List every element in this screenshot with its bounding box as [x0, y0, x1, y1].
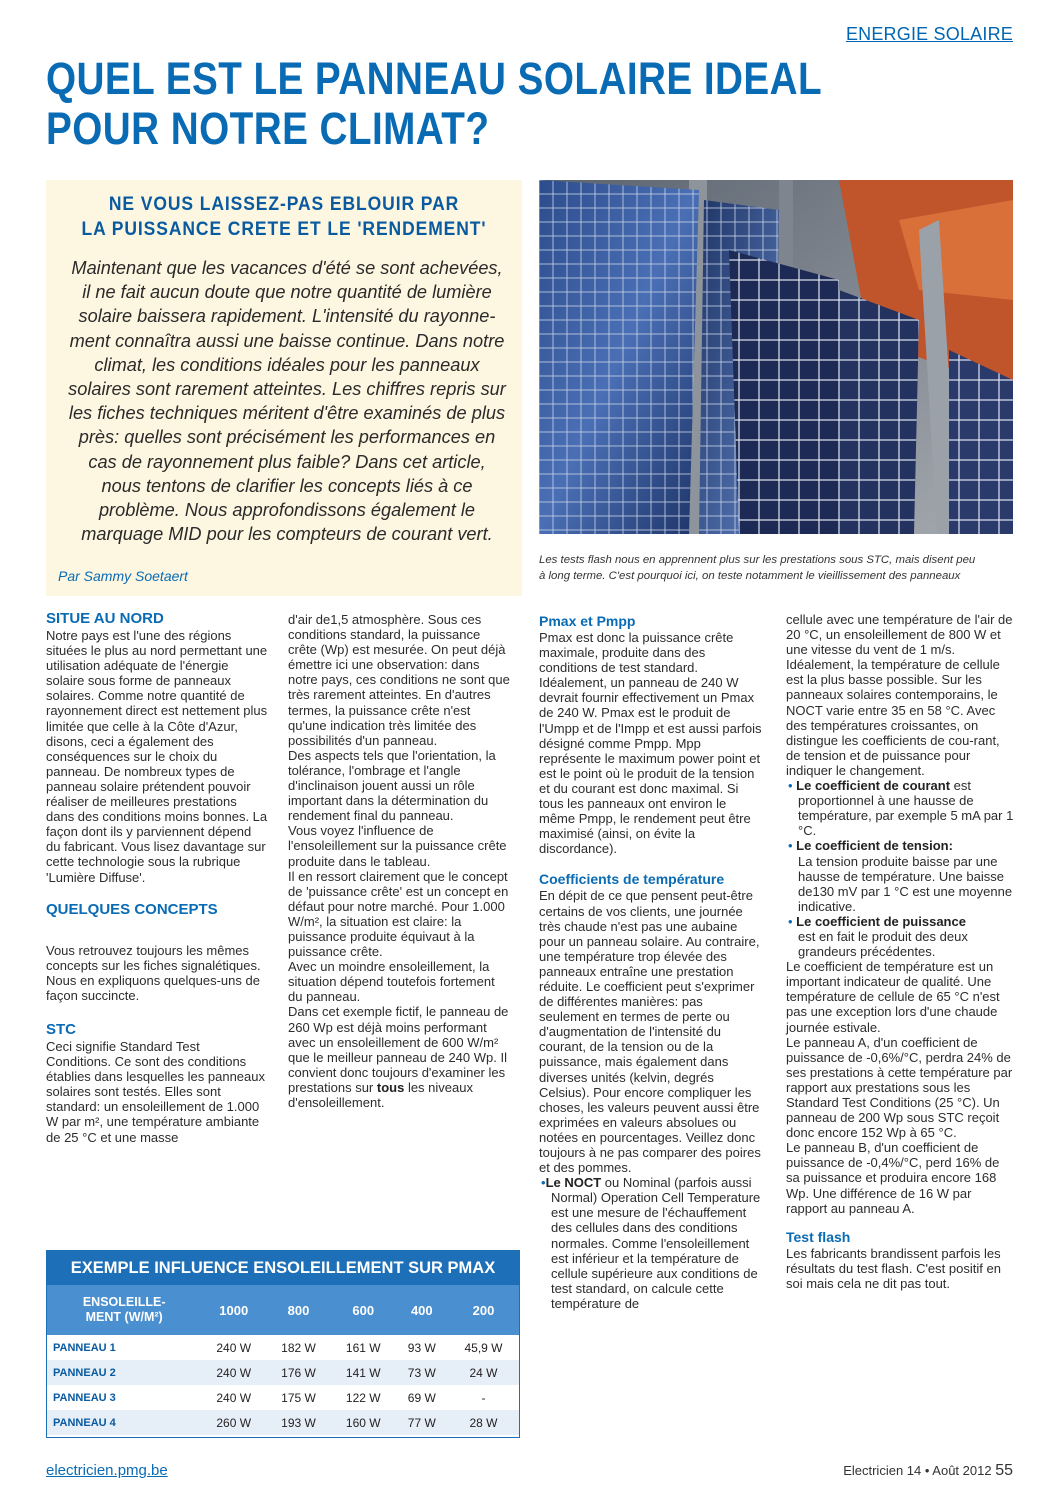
table-cell: 45,9 W: [448, 1335, 519, 1360]
table-cell: 160 W: [331, 1410, 396, 1435]
table-cell: 24 W: [448, 1360, 519, 1385]
column-header: 400: [396, 1285, 448, 1335]
table-cell: 240 W: [201, 1385, 266, 1410]
intro-title-line-2: LA PUISSANCE CRETE ET LE 'RENDEMENT': [81, 219, 487, 240]
column-header: 600: [331, 1285, 396, 1335]
bold-text: Le coefficient de tension:: [796, 838, 953, 854]
bullet-coefficient-courant: [786, 778, 1016, 838]
column-header: 1000: [201, 1285, 266, 1335]
pmax-table: [46, 1250, 520, 1438]
subheading-stc: STC: [46, 1020, 76, 1038]
intro-title-line-1: NE VOUS LAISSEZ-PAS EBLOUIR PAR: [108, 194, 460, 215]
table-cell: 69 W: [396, 1385, 448, 1410]
subheading-coefficients: Coefficients de température: [539, 871, 725, 888]
intro-line: climat, les conditions idéales pour les panneaux: [94, 354, 480, 375]
table-cell: 77 W: [396, 1410, 448, 1435]
subheading-situe-au-nord: SITUE AU NORD: [46, 610, 164, 627]
footer-url-link[interactable]: electricien.pmg.be: [46, 1462, 168, 1479]
paragraph: Vous voyez l'influence de l'ensoleillement sur la puissance crête produite dans le tableau.: [288, 823, 507, 869]
paragraph: [288, 1004, 510, 1110]
subheading-pmax: Pmax et Pmpp: [539, 613, 636, 629]
table-cell: 260 W: [201, 1410, 266, 1435]
intro-line: cas de rayonnement plus faible? Dans cet article,: [88, 451, 486, 472]
intro-line: près: quelles sont précisément les performances en: [78, 427, 496, 448]
table-row: [47, 1360, 519, 1385]
table-title: EXEMPLE INFLUENCE ENSOLEILLEMENT SUR PMAX: [47, 1251, 519, 1285]
paragraph: Le panneau A, d'un coefficient de puissance de -0,6%/°C, perdra 24% de ses prestations à cette température par rapport aux prestations sous les Standard Test Conditions (25 °C). Un panneau de 200 Wp sous STC reçoit donc encore 152 Wp à 65 °C.: [786, 1034, 1013, 1141]
paragraph: En dépit de ce que pensent peut-être certains de vos clients, une journée très chaude n'est pas une aubaine pour un panneau solaire. Au contraire, une température trop élevée des panneaux entraîne une prestation réduite. Le coefficient peut s'exprimer de différentes manières: pas seulement en termes de perte ou d'augmentation de l'intensité du courant, de la tension ou de la puissance, mais également dans diverses unités (kelvin, degrés Celsius). Pour encore compliquer les choses, les valeurs peuvent aussi être exprimées en valeurs absolues ou notées en pourcentages. Veillez donc toujours à ne pas comparer des poires et des pommes.: [539, 888, 761, 1176]
column-2: [288, 612, 510, 1110]
table-header-row: [47, 1285, 519, 1335]
title-line-2: POUR NOTRE CLIMAT?: [46, 103, 490, 154]
column-1: [46, 610, 268, 1145]
paragraph: La tension produite baisse par une hausse de température. Une baisse de130 mV par 1 °C est une moyenne indicative.: [798, 853, 1013, 914]
column-3: [539, 612, 765, 1311]
column-4: [786, 612, 1016, 1291]
table-cell: -: [448, 1385, 519, 1410]
caption-line-2: à long terme. C'est pourquoi ici, on teste notamment le vieillissement des panneaux: [539, 570, 961, 582]
table-cell: 175 W: [266, 1385, 331, 1410]
intro-line: ment connaîtra aussi une baisse continue. Dans notre: [69, 330, 505, 351]
page-number: 55: [995, 1462, 1013, 1479]
table-cell: 182 W: [266, 1335, 331, 1360]
paragraph: Notre pays est l'une des régions situées le plus au nord permettant une utilisation adéquate de l'énergie solaire sous forme de panneaux solaires. Comme notre quantité de rayonnement direct est nettement plus limitée que celle à la Côte d'Azur, disons, ceci a également des conséquences sur le choix du panneau. De nombreux types de panneau solaire prétendent pouvoir réaliser de meilleures prestations dans des conditions moins bonnes. La façon dont ils y parviennent dépend du fabricant. Vous lisez davantage sur cette technologie sous la rubrique 'Lumière Diffuse'.: [46, 628, 268, 885]
text-span: Dans cet exemple fictif, le panneau de 260 Wp est déjà moins performant avec un ensoleillement de 600 W/m² que le meilleur panneau de 240 Wp. Il convient donc toujours d'examiner les prestations sur: [288, 1004, 509, 1095]
bullet-icon: •: [788, 913, 797, 929]
intro-line: solaires sont rarement atteintes. Les chiffres repris sur: [68, 379, 506, 400]
paragraph: est en fait le produit des deux grandeurs précédentes.: [798, 928, 968, 960]
text-span: les niveaux d'ensoleillement.: [288, 1079, 473, 1110]
column-header: 800: [266, 1285, 331, 1335]
intro-line: Maintenant que les vacances d'été se sont achevées,: [71, 258, 503, 278]
data-table: [47, 1285, 519, 1435]
paragraph: d'air de1,5 atmosphère. Sous ces conditions standard, la puissance crête (Wp) est mesurée. On peut déjà émettre ici une observation: dans notre pays, ces conditions ne sont que très rarement atteintes. En d'autres termes, la puissance crête n'est qu'une indication très limitée des possibilités d'un panneau.: [288, 612, 510, 748]
bullet-icon: •: [788, 778, 797, 794]
paragraph: Des aspects tels que l'orientation, la tolérance, l'ombrage et l'angle d'inclinaison jouent aussi un rôle important dans la détermination du rendement final du panneau.: [288, 747, 496, 824]
intro-text: [58, 256, 516, 546]
table-cell: 240 W: [201, 1360, 266, 1385]
bold-text: tous: [376, 1079, 405, 1095]
intro-line: marquage MID pour les compteurs de courant vert.: [81, 524, 493, 545]
row-label: PANNEAU 1: [47, 1335, 201, 1360]
photo-caption: [539, 552, 1013, 584]
paragraph: Pmax est donc la puissance crête maximale, produite dans des conditions de test standard. Idéalement, un panneau de 240 W devrait fournir effectivement un Pmax de 240 W. Pmax est le produit de l'Umpp et de l'Impp et est aussi parfois désigné comme Pmpp. Mpp représente le maximum power point et est le point où le produit de la tension et du courant est donc maximal. Si tous les panneaux ont environ le même Pmpp, le rendement peut être maximisé (ainsi, on évite la discordance).: [539, 630, 762, 857]
paragraph: Le panneau B, d'un coefficient de puissance de -0,4%/°C, perd 16% de sa puissance et produira encore 168 Wp. Une différence de 16 W par rapport au panneau A.: [786, 1140, 1000, 1216]
text-span: ou Nominal (parfois aussi Normal) Operation Cell Temperature est une mesure de l'échauffement des cellules dans des conditions normales. Comme l'ensoleillement est inférieur et la température de cellule supérieure aux conditions de test standard, on calcule cette température de: [551, 1175, 761, 1311]
paragraph: cellule avec une température de l'air de 20 °C, un ensoleillement de 800 W et une vitesse du vent de 1 m/s. Idéalement, la température de cellule est la plus basse possible. Sur les panneaux solaires contemporains, le NOCT varie entre 35 en 58 °C. Avec des températures croissantes, on distingue les coefficients de cou-rant, de tension et de puissance pour indiquer le changement.: [786, 612, 1013, 778]
table-row: [47, 1335, 519, 1360]
intro-line: les fiches techniques méritent d'être examinés de plus: [68, 403, 506, 424]
table-cell: 93 W: [396, 1335, 448, 1360]
intro-line: nous tentons de clarifier les concepts liés à ce: [101, 475, 473, 496]
caption-line-1: Les tests flash nous en apprennent plus sur les prestations sous STC, mais disent peu: [539, 554, 976, 566]
intro-line: il ne fait aucun doute que notre quantité de lumière: [82, 282, 492, 303]
paragraph: Avec un moindre ensoleillement, la situation dépend toutefois fortement du panneau.: [288, 959, 495, 1005]
bullet-noct: [539, 1175, 765, 1311]
table-cell: 141 W: [331, 1360, 396, 1385]
table-row: [47, 1385, 519, 1410]
text-span: est proportionnel à une hausse de température, par exemple 5 mA par 1 °C.: [798, 778, 1014, 839]
page-title: [46, 54, 889, 154]
subheading-test-flash: Test flash: [786, 1228, 851, 1245]
solar-panels-photo: [539, 180, 1013, 534]
subheading-quelques-concepts: QUELQUES CONCEPTS: [46, 900, 218, 918]
table-cell: 28 W: [448, 1410, 519, 1435]
row-label: PANNEAU 2: [47, 1360, 201, 1385]
paragraph: Les fabricants brandissent parfois les résultats du test flash. C'est positif en soi mais cela ne dit pas tout.: [786, 1245, 1001, 1291]
footer-issue: [843, 1462, 1013, 1480]
corner-header: [47, 1285, 201, 1335]
column-header: 200: [448, 1285, 519, 1335]
intro-title: [65, 192, 503, 242]
table-cell: 122 W: [331, 1385, 396, 1410]
intro-line: solaire baissera rapidement. L'intensité du rayonne-: [78, 306, 496, 327]
byline: Par Sammy Soetaert: [58, 568, 188, 584]
corner-line-2: MENT (W/M²): [85, 1310, 163, 1324]
paragraph: Ceci signifie Standard Test Conditions. Ce sont des conditions établies dans lesquelles les panneaux solaires sont testés. Elles sont standard: un ensoleillement de 1.000 W par m², une température ambiante de 25 °C et une masse: [46, 1038, 265, 1145]
table-cell: 193 W: [266, 1410, 331, 1435]
bold-text: Le NOCT: [545, 1175, 602, 1191]
title-line-1: QUEL EST LE PANNEAU SOLAIRE IDEAL: [46, 53, 823, 104]
paragraph: Le coefficient de température est un important indicateur de qualité. Une température de cellule de 65 °C n'est pas une exception lors d'une chaude journée estivale.: [786, 959, 1000, 1035]
table-row: [47, 1410, 519, 1435]
paragraph: Vous retrouvez toujours les mêmes concepts sur les fiches signalétiques. Nous en expliquons quelques-uns de façon succincte.: [46, 942, 261, 1003]
paragraph: Il en ressort clairement que le concept de 'puissance crête' est un concept en défaut pour notre marché. Pour 1.000 W/m², la situation est claire: la puissance produite équivaut à la puissance crête.: [288, 868, 509, 960]
bullet-coefficient-puissance: [786, 914, 1016, 929]
table-cell: 176 W: [266, 1360, 331, 1385]
issue-label: Electricien 14 • Août 2012: [843, 1463, 992, 1478]
table-cell: 73 W: [396, 1360, 448, 1385]
intro-box: [46, 180, 522, 596]
corner-line-1: ENSOLEILLE-: [82, 1295, 166, 1309]
row-label: PANNEAU 4: [47, 1410, 201, 1435]
intro-line: problème. Nous approfondissons également le: [98, 500, 476, 521]
bullet-icon: •: [541, 1175, 546, 1191]
bullet-icon: •: [788, 838, 797, 854]
bullet-coefficient-tension: [786, 838, 1016, 853]
row-label: PANNEAU 3: [47, 1385, 201, 1410]
table-cell: 161 W: [331, 1335, 396, 1360]
table-cell: 240 W: [201, 1335, 266, 1360]
bold-text: Le coefficient de puissance: [796, 913, 966, 929]
section-tag[interactable]: ENERGIE SOLAIRE: [845, 24, 1013, 44]
bold-text: Le coefficient de courant: [796, 778, 951, 794]
